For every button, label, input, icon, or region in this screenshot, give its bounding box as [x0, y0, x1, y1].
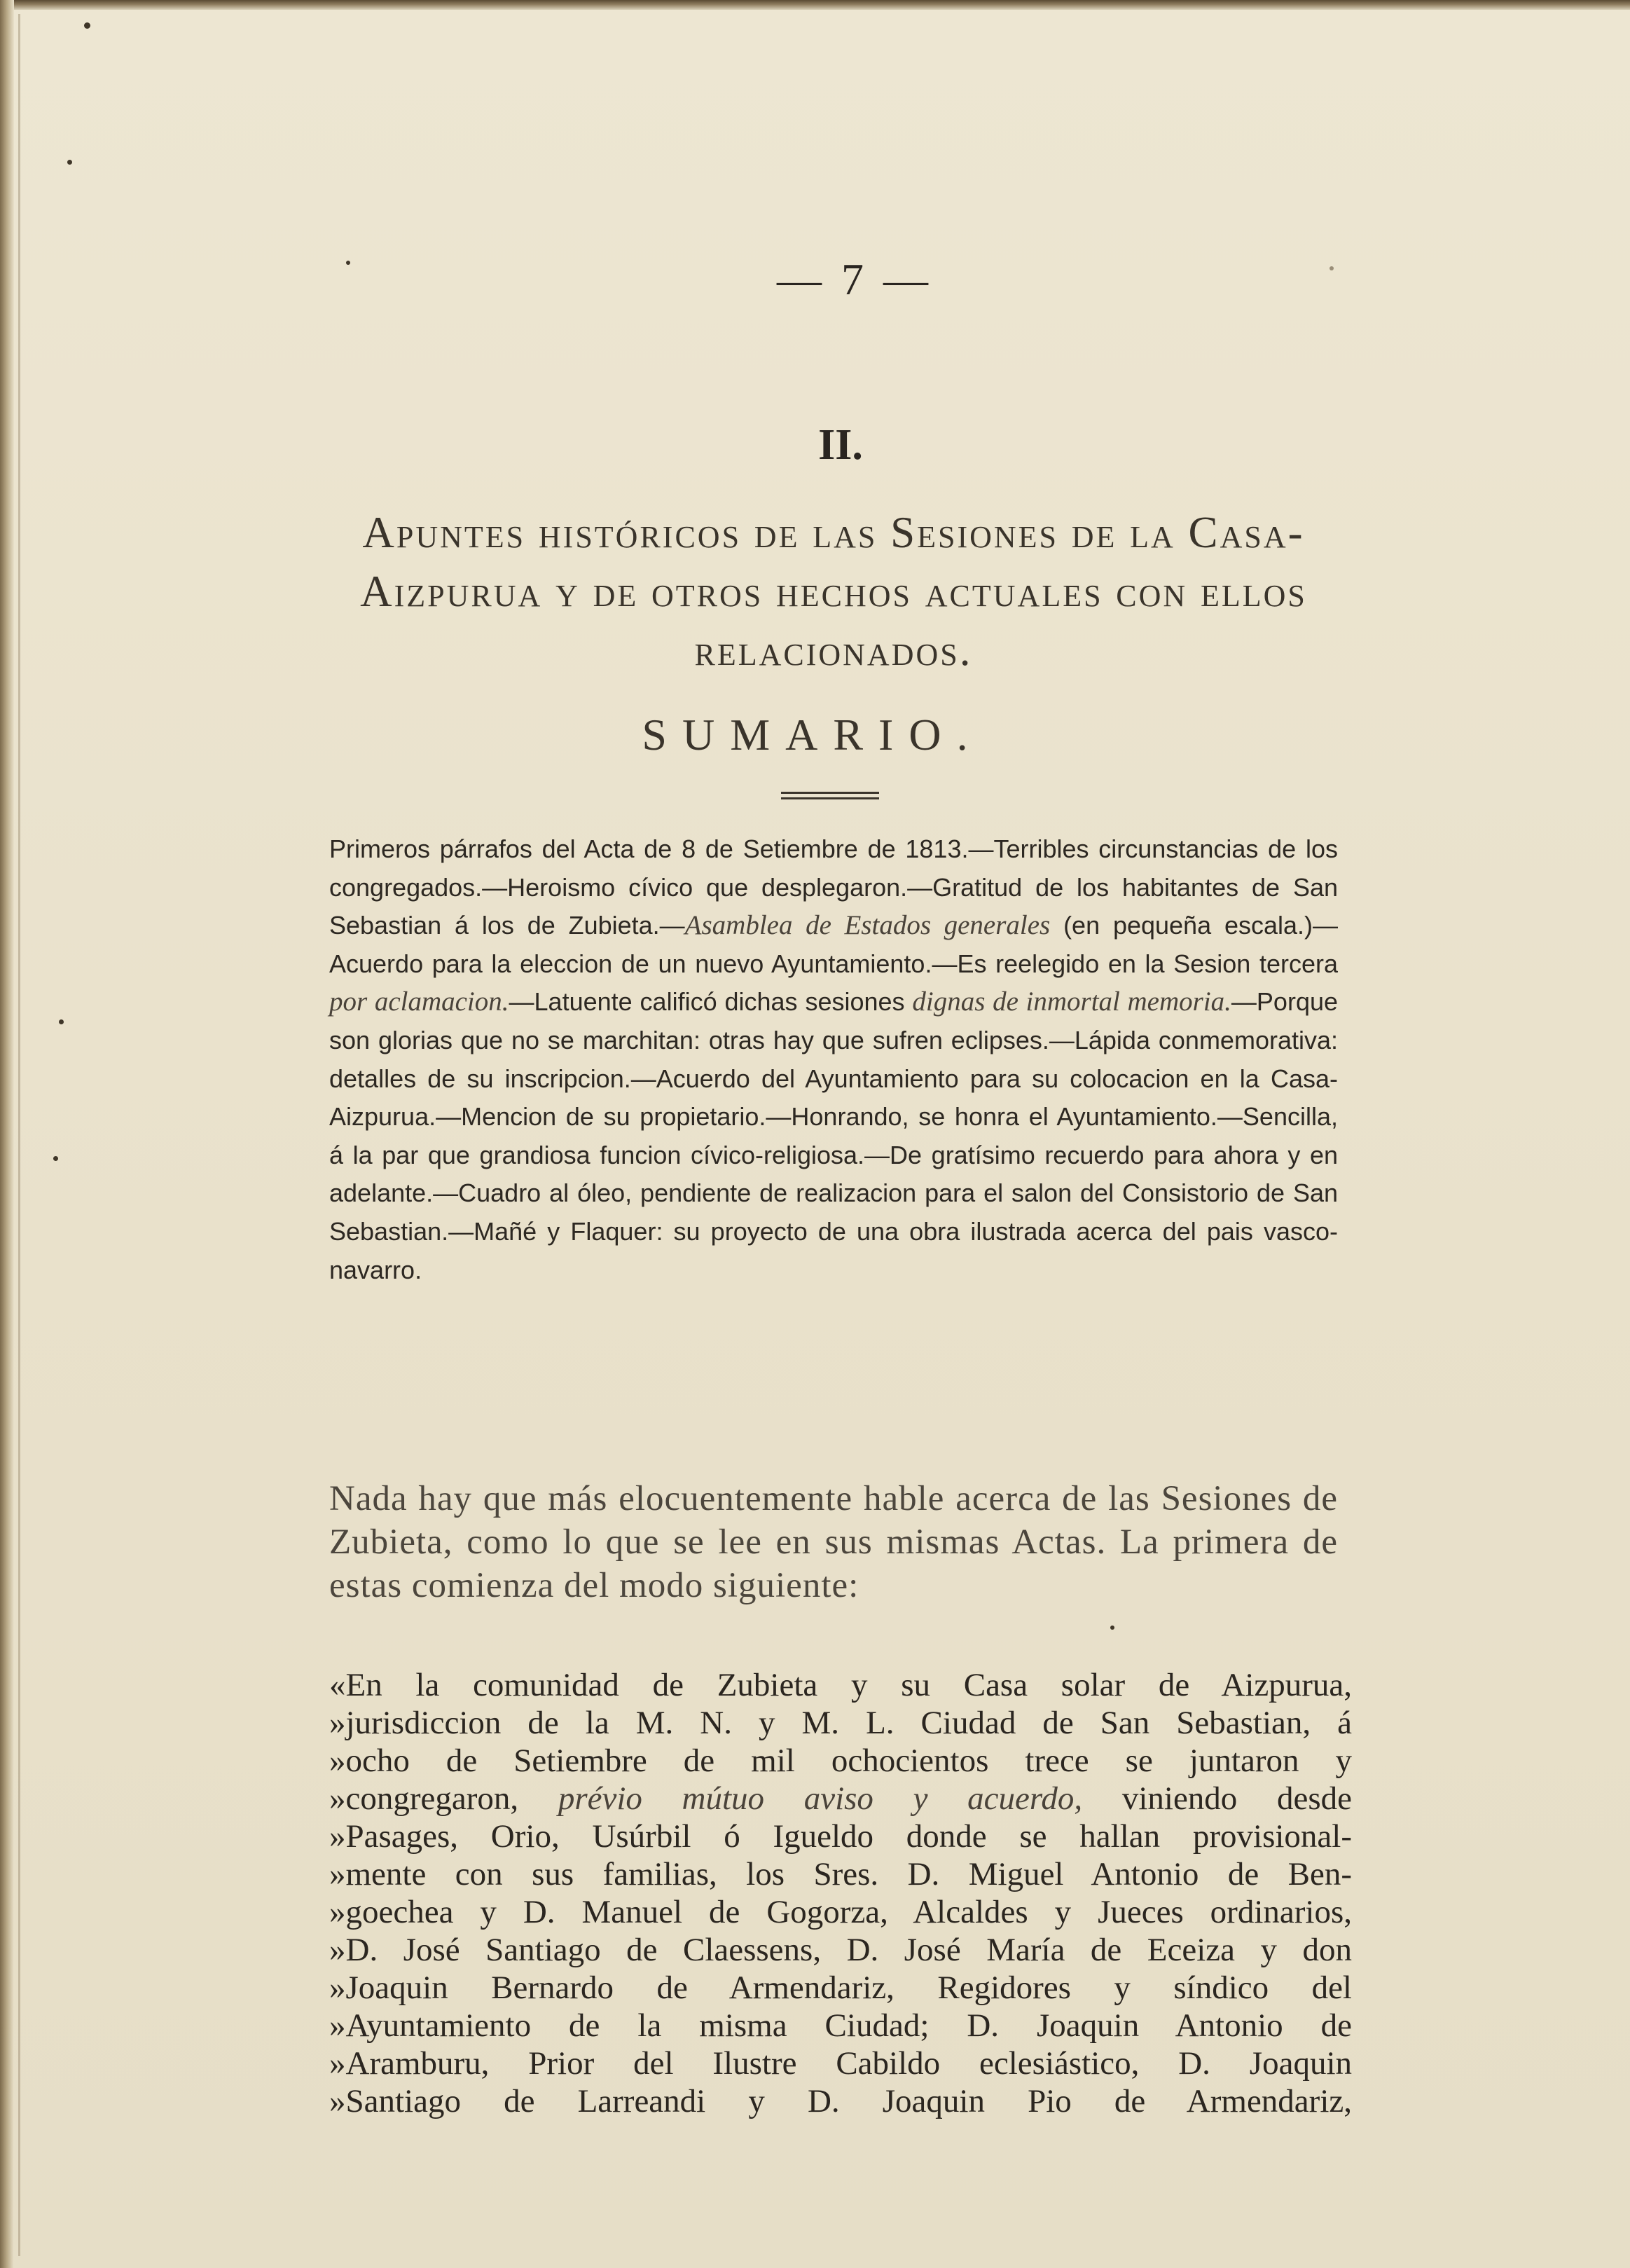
binding-fold	[18, 14, 20, 2256]
quote-line: »Santiago de Larreandi y D. Joaquin Pio de Armendariz,	[329, 2083, 1352, 2119]
chapter-title-line: relacionados.	[694, 626, 973, 675]
summary-italic-text: dignas de inmortal memoria.	[912, 987, 1231, 1017]
quote-line: »Ayuntamiento de la misma Ciudad; D. Joaquin Antonio de	[329, 2007, 1352, 2044]
page-left-edge	[0, 0, 14, 2268]
page-number: — 7 —	[777, 254, 932, 304]
quote-line: »mente con sus familias, los Sres. D. Miguel Antonio de Ben-	[329, 1856, 1352, 1892]
section-number: II.	[818, 421, 863, 469]
quote-italic-text: prévio mútuo aviso y acuerdo,	[558, 1780, 1083, 1817]
summary-text: —Porque son glorias que no se marchitan: otras hay que sufren eclipses.—Lápida conmemorativa: detalles de su inscripcion.—Acuerdo del Ayuntamiento para su colocacion en la Casa-Aizpurua.—Mencion de su propietario.—Honrando, se honra el Ayuntamiento.—Sencilla, á la par que grandiosa funcion cívico-religiosa.—De gratísimo recuerdo para ahora y en adelante.—Cuadro al óleo, pendiente de realizacion para el salon del Consistorio de San Sebastian.—Mañé y Flaquer: su proyecto de una obra ilustrada acerca del pais vasco-navarro.	[329, 987, 1339, 1284]
summary-text: Primeros párrafos del Acta de 8 de Setiembre de 1813.—Terribles circunstancias de los congregados.—Heroismo cívico que desplegaron.—Gratitud de los habitantes de San Sebastian á los de Zubieta.—	[329, 834, 1338, 940]
summary-text: —Latuente calificó dichas sesiones	[509, 987, 913, 1017]
quote-line: »Pasages, Orio, Usúrbil ó Igueldo donde se hallan provisional-	[329, 1818, 1352, 1855]
ink-speck	[1329, 266, 1334, 270]
intro-paragraph: Nada hay que más elocuentemente hable acerca de las Sesiones de Zubieta, como lo que se lee en sus mismas Actas. La primera de estas comienza del modo siguiente:	[329, 1479, 1338, 1605]
quote-text: viniendo desde	[1082, 1780, 1352, 1817]
double-rule-divider	[781, 792, 879, 803]
quote-line: «En la comunidad de Zubieta y su Casa solar de Aizpurua,	[329, 1667, 1352, 1703]
summary-italic-text: Asamblea de Estados generales	[684, 910, 1051, 941]
ink-speck	[59, 1019, 64, 1024]
chapter-title	[319, 503, 1348, 680]
ink-speck	[53, 1156, 58, 1161]
chapter-title-line: Apuntes históricos de las Sesiones de la Casa-	[362, 508, 1305, 557]
summary-paragraph	[329, 830, 1338, 1289]
chapter-title-line: Aizpurua y de otros hechos actuales con ellos	[360, 567, 1307, 616]
quote-line: »ocho de Setiembre de mil ochocientos trece se juntaron y	[329, 1743, 1352, 1779]
summary-text: (en pequeña escala.)—Acuerdo para la eleccion de un nuevo Ayuntamiento.—Es reelegido en la Sesion tercera	[329, 911, 1338, 978]
quote-line: »Joaquin Bernardo de Armendariz, Regidores y síndico del	[329, 1970, 1352, 2006]
quote-line: »D. José Santiago de Claessens, D. José María de Eceiza y don	[329, 1932, 1352, 1968]
ink-speck	[84, 22, 90, 29]
ink-speck	[346, 261, 350, 265]
ink-speck	[1110, 1626, 1114, 1630]
quote-line: »Aramburu, Prior del Ilustre Cabildo eclesiástico, D. Joaquin	[329, 2045, 1352, 2082]
quote-line	[329, 1780, 1352, 1817]
quote-text: »congregaron,	[329, 1780, 558, 1817]
ink-speck	[67, 160, 72, 165]
quote-line: »jurisdiccion de la M. N. y M. L. Ciudad de San Sebastian, á	[329, 1705, 1352, 1741]
summary-heading: SUMARIO.	[642, 710, 983, 760]
summary-italic-text: por aclamacion.	[329, 987, 509, 1017]
quote-line: »goechea y D. Manuel de Gogorza, Alcaldes y Jueces ordinarios,	[329, 1894, 1352, 1930]
page-top-edge	[0, 0, 1630, 10]
acta-quotation	[329, 1666, 1352, 2120]
